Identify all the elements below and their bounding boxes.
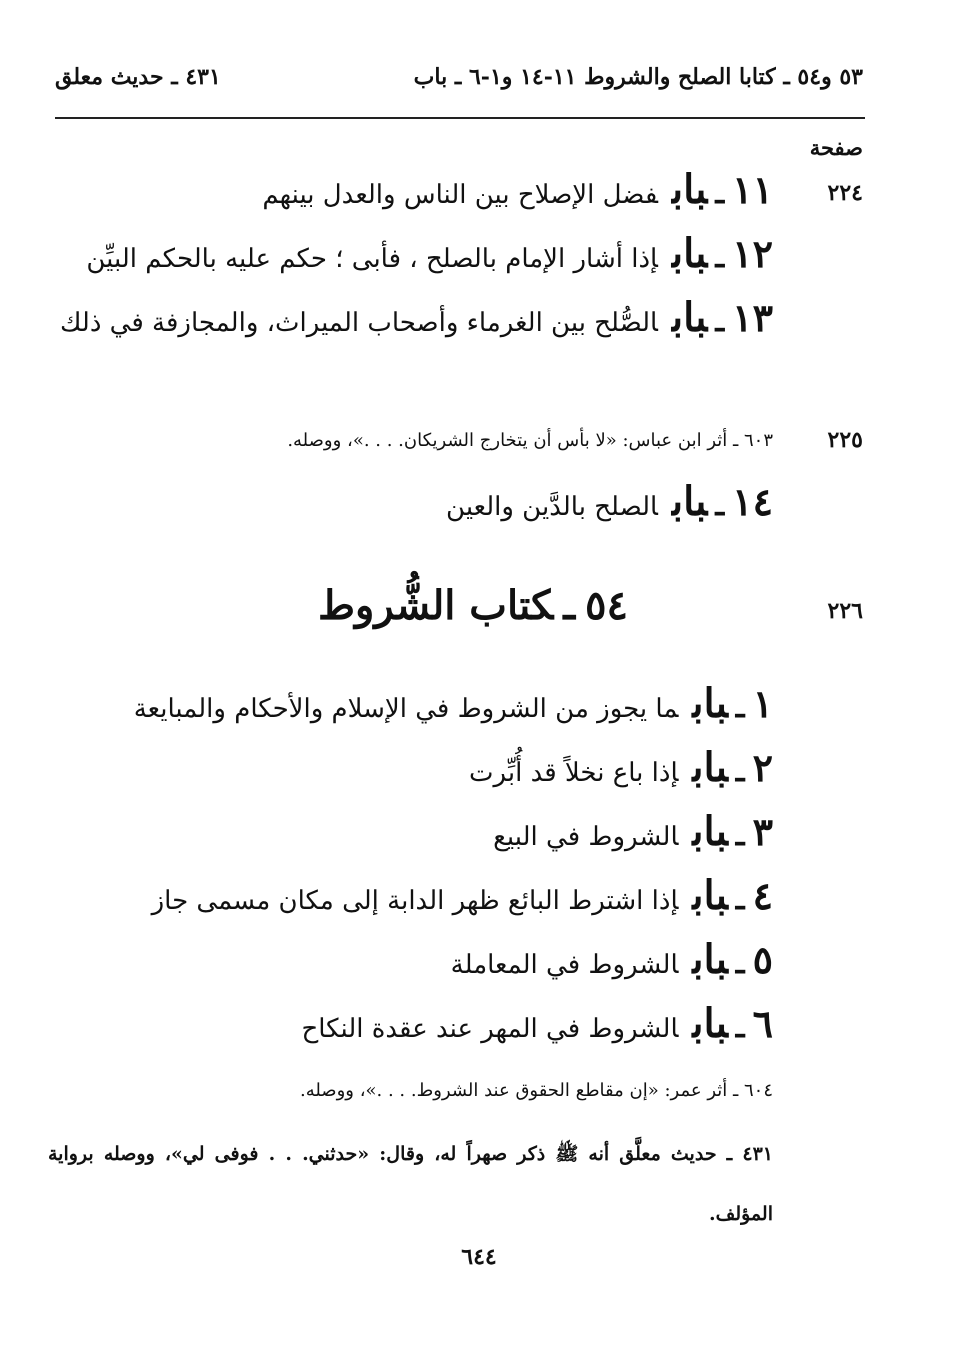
separator: ـ	[735, 882, 745, 917]
bab-title: الشروط في المهر عند عقدة النكاح	[301, 1014, 679, 1044]
bab-title: إذا أشار الإمام بالصلح ، فأبى ؛ حكم عليه بالحكم البيِّن	[86, 244, 658, 274]
separator: ـ	[735, 818, 745, 853]
athar-603: ٦٠٣ ـ أثر ابن عباس: «لا بأس أن يتخارج الشريكان. . . .»، ووصله.	[287, 430, 773, 451]
bab-number: ٦	[752, 1001, 773, 1046]
bab-keyword: باب	[671, 166, 708, 213]
bab-entry-12	[86, 230, 773, 277]
bab-title: الصلح بالدَّين والعين	[446, 492, 658, 522]
running-header-title: ٥٣ و٥٤ ـ كتابا الصلح والشروط ١١-١٤ و١-٦ ـ باب	[413, 64, 863, 90]
bab-number: ١٣	[732, 295, 773, 340]
bab-keyword: باب	[671, 294, 708, 341]
athar-604: ٦٠٤ ـ أثر عمر: «إن مقاطع الحقوق عند الشروط. . . .»، ووصله.	[299, 1080, 773, 1101]
chapter-title: كتاب الشُّروط	[318, 582, 554, 629]
bab-number: ٢	[752, 745, 773, 790]
page-ref-224: ٢٢٤	[827, 180, 863, 206]
bab-title: الشروط في المعاملة	[450, 950, 679, 980]
separator: ـ	[563, 582, 576, 629]
separator: ـ	[735, 1010, 745, 1045]
page-ref-225: ٢٢٥	[827, 427, 863, 453]
bab-number: ٤	[752, 873, 773, 918]
bab-keyword: باب	[671, 230, 708, 277]
bab-keyword: باب	[692, 808, 728, 855]
bab-entry-shurut-2	[469, 744, 773, 791]
separator: ـ	[715, 240, 725, 275]
bab-number: ١	[752, 681, 773, 726]
bab-title: إذا اشترط البائع ظهر الدابة إلى مكان مسمى جاز	[151, 886, 679, 916]
bab-title: فضل الإصلاح بين الناس والعدل بينهم	[262, 180, 658, 210]
bab-entry-shurut-5	[451, 936, 773, 983]
bab-number: ٥	[752, 937, 773, 982]
bab-number: ١٢	[732, 231, 773, 276]
bab-keyword: باب	[692, 744, 728, 791]
bab-keyword: باب	[671, 478, 708, 525]
bab-entry-13	[48, 290, 773, 351]
chapter-number: ٥٤	[585, 582, 628, 629]
separator: ـ	[735, 946, 745, 981]
bab-entry-11	[262, 166, 773, 213]
bab-title: إذا باع نخلاً قد أُبِّرت	[469, 758, 679, 788]
page-column-label: صفحة	[809, 135, 863, 160]
bab-title: ما يجوز من الشروط في الإسلام والأحكام والمبايعة	[133, 694, 679, 724]
bab-keyword: باب	[692, 1000, 728, 1047]
separator: ـ	[715, 176, 725, 211]
bab-number: ٣	[752, 809, 773, 854]
bab-keyword: باب	[692, 872, 728, 919]
bab-entry-shurut-3	[493, 808, 773, 855]
separator: ـ	[735, 754, 745, 789]
bab-number: ١٤	[732, 479, 773, 524]
bab-entry-shurut-1	[134, 680, 773, 727]
page-ref-226: ٢٢٦	[827, 598, 863, 624]
separator: ـ	[715, 488, 725, 523]
bab-title: الصُّلح بين الغرماء وأصحاب الميراث، والمجازفة في ذلك	[59, 308, 658, 338]
chapter-heading	[318, 582, 628, 629]
hadith-431: ٤٣١ ـ حديث معلَّق أنه ﷺ ذكر صهراً له، وقال: «حدثني. . . فوفى لي»، ووصله برواية المؤلف.	[48, 1143, 773, 1225]
bab-entry-14	[446, 478, 773, 525]
separator: ـ	[715, 304, 725, 339]
bab-entry-shurut-6	[301, 1000, 773, 1047]
bab-title: الشروط في البيع	[493, 822, 679, 852]
bab-keyword: باب	[692, 680, 728, 727]
bab-entry-shurut-4	[152, 872, 773, 919]
bab-number: ١١	[732, 167, 773, 212]
running-header-hadith: ٤٣١ ـ حديث معلق	[55, 64, 221, 90]
header-rule	[55, 117, 865, 119]
page-number: ٦٤٤	[461, 1244, 497, 1270]
bab-keyword: باب	[692, 936, 728, 983]
separator: ـ	[735, 690, 745, 725]
